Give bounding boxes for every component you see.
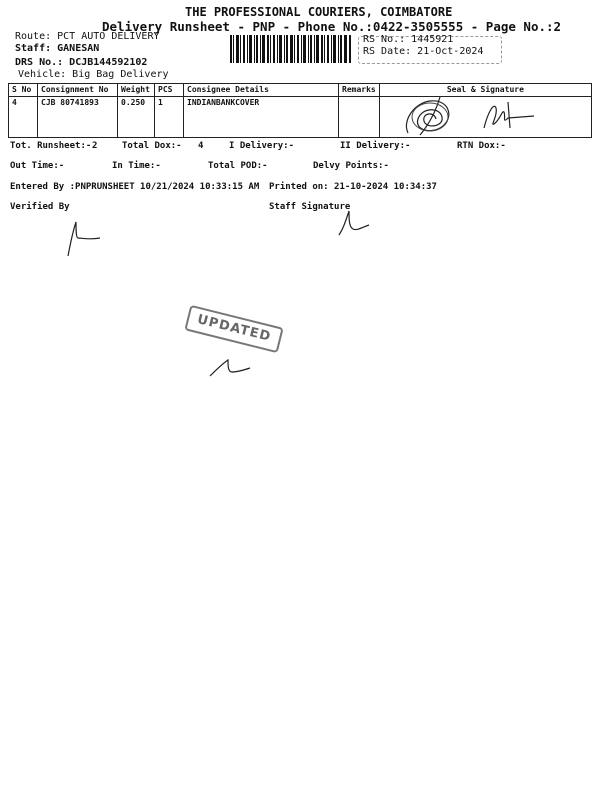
ii-delivery-label: II Delivery:- (340, 141, 411, 151)
delivery-signature (478, 98, 538, 132)
table-header-row (9, 84, 592, 97)
col-s-no: S No (9, 84, 38, 97)
cell-s-no: 4 (9, 97, 38, 138)
col-seal-signature: Seal & Signature (379, 84, 591, 97)
cell-consignee: INDIANBANKCOVER (184, 97, 339, 138)
rs-number: RS No.: 1445921 (363, 34, 454, 45)
drs-number: DRS No.: DCJB144592102 (15, 57, 148, 68)
cell-consignment-no: CJB 80741893 (38, 97, 118, 138)
cell-remarks (339, 97, 380, 138)
cell-weight: 0.250 (118, 97, 155, 138)
out-time-label: Out Time:- (10, 161, 65, 171)
col-consignment-no: Consignment No (38, 84, 118, 97)
barcode (230, 35, 352, 63)
stamp-initial-mark (208, 356, 252, 380)
cell-pcs: 1 (155, 97, 184, 138)
col-pcs: PCS (155, 84, 184, 97)
printed-on: Printed on: 21-10-2024 10:34:37 (269, 182, 437, 192)
i-delivery-label: I Delivery:- (229, 141, 295, 151)
verified-by-signature (60, 216, 110, 260)
staff-signature-label: Staff Signature (269, 202, 351, 212)
route-label: Route: PCT AUTO DELIVERY (15, 31, 160, 42)
runsheet-subtitle: Delivery Runsheet - PNP - Phone No.:0422-3505555 - Page No.:2 (102, 19, 562, 34)
staff-signature-mark (335, 205, 375, 239)
in-time-label: In Time:- (112, 161, 161, 171)
rtn-dox-label: RTN Dox:- (457, 141, 506, 151)
tot-runsheet-label: Tot. Runsheet:- (10, 141, 92, 151)
vehicle-label: Vehicle: Big Bag Delivery (18, 69, 169, 80)
staff-label: Staff: GANESAN (15, 43, 100, 54)
tot-runsheet-value: 2 (92, 141, 98, 151)
updated-stamp: UPDATED (184, 305, 283, 353)
col-weight: Weight (118, 84, 155, 97)
delvy-points-label: Delvy Points:- (313, 161, 389, 171)
col-remarks: Remarks (339, 84, 380, 97)
total-pod-label: Total POD:- (208, 161, 268, 171)
rs-date: RS Date: 21-Oct-2024 (363, 46, 484, 57)
seal-scribble (400, 93, 460, 139)
verified-by-label: Verified By (10, 202, 70, 212)
entered-by: Entered By :PNPRUNSHEET 10/21/2024 10:33:15 AM (10, 182, 260, 192)
company-title: THE PROFESSIONAL COURIERS, COIMBATORE (185, 5, 453, 19)
total-dox-value: 4 (198, 141, 204, 151)
total-dox-label: Total Dox:- (122, 141, 182, 151)
col-consignee-details: Consignee Details (184, 84, 339, 97)
